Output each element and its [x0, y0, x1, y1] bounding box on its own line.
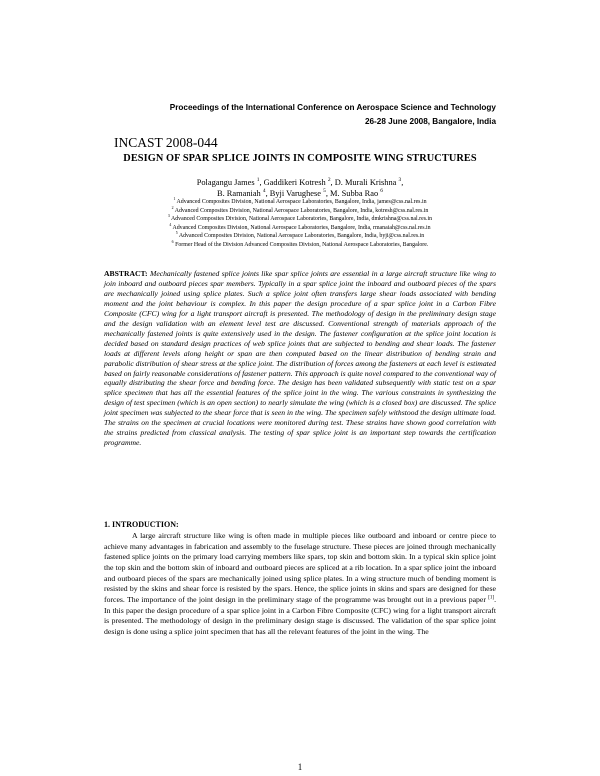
author-name: Byji Varughese: [269, 189, 321, 198]
author-name: Polagangu James: [196, 178, 255, 187]
author-affil-marker: 5: [323, 188, 326, 195]
section-heading-introduction: 1. INTRODUCTION:: [104, 520, 179, 529]
affiliation-line: $^1$ Advanced Composites Division, National Aerospace Laboratories, Bangalore, India, james@css.nal.res.in: [173, 197, 427, 205]
author-affil-marker: 2: [327, 177, 331, 184]
conference-name: Proceedings of the International Conference on Aerospace Science and Technology: [169, 103, 496, 112]
abstract-label: ABSTRACT:: [104, 269, 148, 278]
author-affil-marker: 4: [262, 188, 266, 195]
author-affil-marker: 6: [380, 188, 383, 195]
abstract: [104, 269, 496, 448]
author-name: D. Murali Krishna: [334, 178, 397, 187]
author-name: M. Subba Rao: [330, 189, 379, 198]
introduction-body: [104, 531, 496, 638]
affiliation-list: [0, 198, 600, 249]
author-line-2: B. Ramaniah $^4$, Byji Varughese $^5$, M. Subba Rao $^6$: [217, 188, 383, 198]
author-line-1: Polagangu James $^1$, Gaddikeri Kotresh $^2$, D. Murali Krishna $^3$,: [196, 177, 404, 187]
affiliation-line: $^6$ Former Head of the Division Advanced Composites Division, National Aerospace Laboratories, Bangalore.: [171, 239, 429, 248]
author-affil-marker: 3: [398, 177, 402, 184]
author-name: B. Ramaniah: [217, 189, 261, 198]
affiliation-line: $^4$ Advanced Composites Division, National Aerospace Laboratories, Bangalore, India, rmanaiah@css.nal.res.in: [169, 222, 431, 231]
abstract-text: Mechanically fastened splice joints like spar splice joints are essential in a large aircraft structure like wing to join inboard and outboard pieces spar members. Typically in a spar splice joint the inboard and outboard pieces of the spars are mechanically joined using splice plates. Such a splice joint often transfers large shear loads associated with bending moment and the joint behaviour is complex. In this paper the design procedure of a spar splice joint in a Carbon Fibre Composite (CFC) wing for a light transport aircraft is presented. The methodology of design in the preliminary design stage and the design validation with an element level test are discussed. Conventional strength of materials approach of the mechanically fastened joints is quite extensively used in the design. The fastener configuration at the splice joint location is decided based on standard design practices of web splice joints that are subjected to bending and shear loads. The fastener loads at different levels along height or span are then computed based on the linear distribution of bending strain and parabolic distribution of shear stress at the splice joint. The distribution of forces among the fasteners at each level is estimated based on fairly reasonable considerations of fastener pattern. This approach is quite novel compared to the conventional way of equally distributing the shear force and bending force. The design has been validated subsequently with static test on a spar splice specimen that has all the essential features of the splice joint in the wing. The various constraints in synthesizing the design of test specimen (which is an open section) to nearly simulate the wing (which is a closed box) are discussed. The splice joint specimen was subjected to the shear force that is seen in the wing. The specimen safely withstood the design ultimate load. The strains on the specimen at crucial locations were monitored during test. These strains have shown good correlation with the strains predicted from classical analysis. The testing of spar splice joint is an important step towards the certification programme.: [104, 269, 496, 448]
citation-ref[interactable]: [1]: [488, 595, 495, 601]
author-list: [0, 177, 600, 199]
conference-dates: 26-28 June 2008, Bangalore, India: [364, 117, 496, 126]
introduction-text: A large aircraft structure like wing is often made in multiple pieces like outboard and inboard or centre piece to achieve many advantages in fabrication and assembly to the fuselage structure. These pieces are joined through mechanically fastened splice joints on the primary load carrying members like spars, top skin and bottom skin. In a typical skin splice joint the top skin and the bottom skin of inboard and outboard pieces are spliced at a rib location. In a spar splice joint the inboard and outboard pieces of the spars are mechanically joined using splice plates. In a wing structure much of bending moment is resisted by the skins and shear force is resisted by the spars. Hence, the splice joints in skins and spars are designed for these forces. The importance of the joint design in the preliminary stage of the programme was brought out in a previous paper: [104, 531, 496, 604]
affiliation-line: $^2$ Advanced Composites Division, National Aerospace Laboratories, Bangalore, India, kotresh@css.nal.res.in: [171, 205, 429, 214]
introduction-text-cont: . In this paper the design procedure of a spar splice joint in a Carbon Fibre Composite (CFC) wing for a light transport aircraft is presented. The methodology of design in the preliminary design stage is discussed. The validation of the spar splice joint design is done using a splice joint specimen that has all the relevant features of the joint in the wing. The: [104, 594, 496, 636]
author-name: Gaddikeri Kotresh: [263, 178, 326, 187]
paper-title: DESIGN OF SPAR SPLICE JOINTS IN COMPOSITE WING STRUCTURES: [123, 153, 477, 164]
page-number: 1: [297, 762, 303, 772]
affiliation-line: $^3$ Advanced Composites Division, National Aerospace Laboratories, Bangalore, India, dmkrishna@css.nal.res.in: [167, 214, 433, 222]
paper-id: INCAST 2008-044: [114, 135, 218, 150]
author-affil-marker: 1: [256, 177, 260, 184]
affiliation-line: $^5$ Advanced Composites Division, National Aerospace Laboratories, Bangalore, India, byji@css.nal.res.in: [175, 231, 425, 239]
